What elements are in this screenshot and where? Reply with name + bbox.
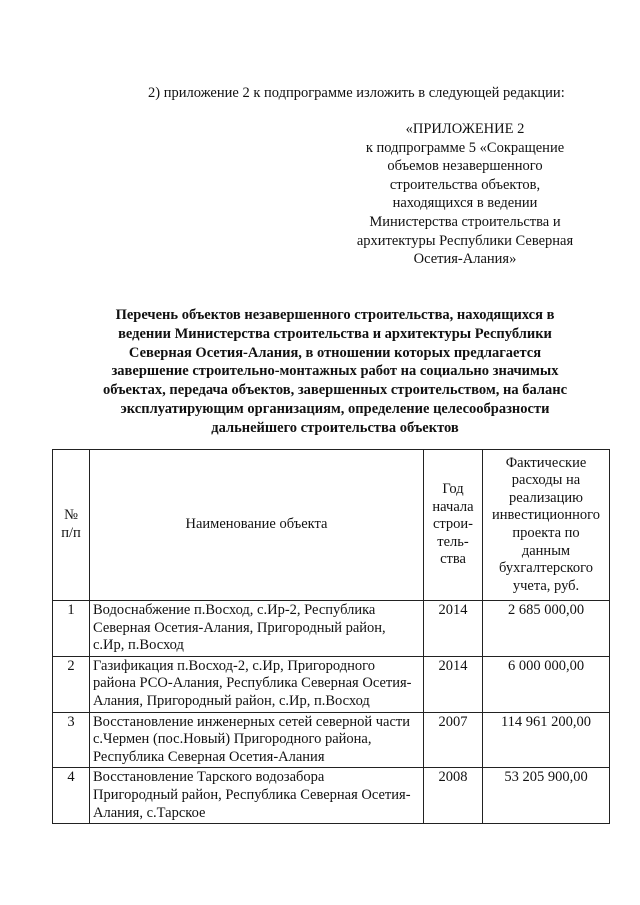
appendix-line: Министерства строительства и — [369, 213, 561, 230]
header-actual-cost-line: реализацию — [509, 489, 583, 506]
appendix-line: объемов незавершенного — [387, 158, 543, 175]
row-number: 3 — [53, 712, 90, 768]
table-row — [53, 712, 610, 768]
row-start-year: 2007 — [424, 712, 483, 768]
table-row — [53, 768, 610, 824]
title-line: ведении Министерства строительства и архитектуры Республики — [118, 325, 552, 342]
title-line: завершение строительно-монтажных работ на социально значимых — [111, 363, 559, 380]
title-line: эксплуатирующим организациям, определение целесообразности — [120, 400, 550, 417]
row-object-name — [90, 601, 424, 657]
row-object-name-line: Пригородный район, Республика Северная Осетия- — [93, 786, 411, 803]
header-actual-cost-line: Фактические — [505, 454, 587, 471]
row-object-name-line: Северная Осетия-Алания, Пригородный район, — [93, 619, 386, 636]
row-object-name-line: Восстановление Тарского водозабора — [93, 769, 325, 786]
row-number: 1 — [53, 601, 90, 657]
row-object-name — [90, 768, 424, 824]
table-header-row — [53, 450, 610, 601]
table-row — [53, 601, 610, 657]
header-start-year-line: тель- — [437, 533, 469, 550]
row-object-name — [90, 712, 424, 768]
header-number — [53, 450, 90, 601]
header-actual-cost-line: проекта по — [512, 525, 580, 541]
row-object-name-line: Водоснабжение п.Восход, с.Ир-2, Республика — [93, 602, 376, 618]
header-number-line: № — [64, 507, 78, 524]
title-line: объектах, передача объектов, завершенных строительством, на баланс — [102, 382, 568, 399]
row-number: 2 — [53, 656, 90, 712]
row-object-name-line: с.Чермен (пос.Новый) Пригородного района, — [93, 731, 372, 748]
appendix-line: к подпрограмме 5 «Сокращение — [365, 139, 565, 156]
appendix-line: находящихся в ведении — [392, 195, 538, 212]
header-start-year-line: Год — [442, 481, 464, 498]
header-actual-cost-line: инвестиционного — [492, 507, 600, 524]
table-row — [53, 656, 610, 712]
header-object-name — [90, 450, 424, 601]
header-object-name-line: Наименование объекта — [185, 516, 328, 533]
header-start-year-line: ства — [440, 551, 466, 568]
title-line: Перечень объектов незавершенного строительства, находящихся в — [115, 307, 555, 323]
header-actual-cost-line: учета, руб. — [512, 577, 580, 594]
header-start-year — [424, 450, 483, 601]
header-start-year-line: строи- — [432, 516, 474, 533]
row-object-name-line: Алания, Пригородный район, с.Ир, п.Восход — [93, 692, 370, 709]
row-number: 4 — [53, 768, 90, 824]
row-actual-cost: 53 205 900,00 — [483, 768, 610, 824]
appendix-line: «ПРИЛОЖЕНИЕ 2 — [405, 121, 525, 137]
appendix-line: Осетия-Алания» — [413, 251, 517, 268]
header-start-year-line: начала — [432, 498, 474, 515]
row-object-name-line: района РСО-Алания, Республика Северная Осетия- — [93, 675, 412, 692]
header-number-line: п/п — [61, 525, 81, 541]
header-actual-cost-line: данным — [521, 542, 571, 559]
row-start-year: 2014 — [424, 601, 483, 657]
title-line: дальнейшего строительства объектов — [211, 419, 459, 436]
appendix-block — [330, 120, 600, 269]
appendix-line: строительства объектов, — [389, 176, 541, 193]
row-start-year: 2008 — [424, 768, 483, 824]
appendix-line: архитектуры Республики Северная — [356, 232, 574, 249]
title-line: Северная Осетия-Алания, в отношении которых предлагается — [128, 344, 542, 361]
objects-table — [52, 449, 610, 824]
row-actual-cost: 114 961 200,00 — [483, 712, 610, 768]
row-object-name — [90, 656, 424, 712]
header-actual-cost — [483, 450, 610, 601]
row-object-name-line: Алания, с.Тарское — [93, 804, 206, 821]
row-object-name-line: Газификация п.Восход-2, с.Ир, Пригородного — [93, 657, 375, 674]
row-start-year: 2014 — [424, 656, 483, 712]
row-actual-cost: 2 685 000,00 — [483, 601, 610, 657]
row-object-name-line: Республика Северная Осетия-Алания — [93, 748, 325, 765]
intro-line: 2) приложение 2 к подпрограмме изложить в следующей редакции: — [148, 85, 565, 101]
row-object-name-line: с.Ир, п.Восход — [93, 637, 184, 654]
row-actual-cost: 6 000 000,00 — [483, 656, 610, 712]
row-object-name-line: Восстановление инженерных сетей северной части — [93, 713, 410, 730]
header-actual-cost-line: расходы на — [511, 472, 581, 489]
header-actual-cost-line: бухгалтерского — [499, 560, 593, 577]
document-title — [80, 306, 590, 438]
